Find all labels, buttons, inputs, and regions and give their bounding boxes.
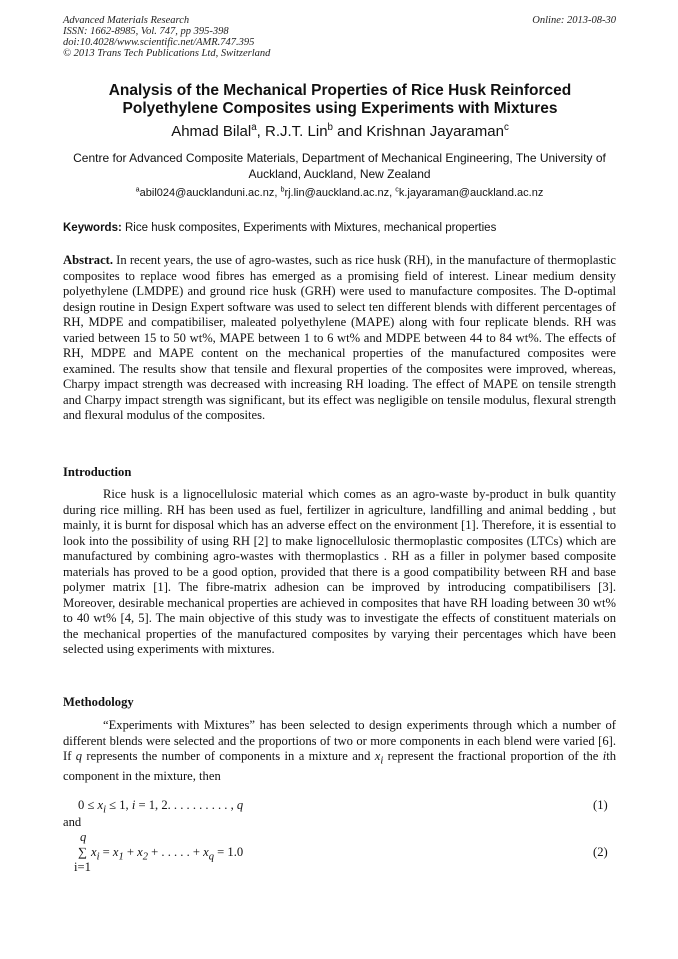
eq2-term2: x bbox=[137, 845, 143, 859]
author-name: Krishnan Jayaraman bbox=[366, 123, 504, 140]
issn-line: ISSN: 1662-8985, Vol. 747, pp 395-398 bbox=[63, 26, 229, 37]
and-word: and bbox=[63, 815, 82, 829]
journal-name: Advanced Materials Research bbox=[63, 15, 190, 26]
eq2-plus2: + . . . . . + bbox=[148, 845, 204, 859]
eq1-rest: ≤ 1, bbox=[106, 798, 132, 812]
equation-2 bbox=[91, 845, 243, 863]
var-i: i bbox=[602, 749, 607, 763]
keywords bbox=[63, 221, 616, 235]
online-date: Online: 2013-08-30 bbox=[532, 15, 616, 26]
doi-line: doi:10.4028/www.scientific.net/AMR.747.395 bbox=[63, 37, 255, 48]
abstract bbox=[63, 253, 616, 424]
eq2-rhs: = 1.0 bbox=[214, 845, 244, 859]
email-separator: , bbox=[274, 187, 281, 199]
title-line-2: Polyethylene Composites using Experiments with Mixtures bbox=[122, 100, 558, 117]
methodology-text-b: represents the number of components in a mixture and bbox=[82, 749, 375, 763]
equation-1-number: (1) bbox=[593, 798, 608, 812]
eq1-list: = 1, 2. . . . . . . . . . , bbox=[135, 798, 237, 812]
eq2-termq: x bbox=[203, 845, 209, 859]
abstract-text: In recent years, the use of agro-wastes, such as rice husk (RH), in the manufacture of thermoplastic composites to replace wood fibres has emerged as a promising field of interest. Linear medium density polyethylene (LMDPE) and ground rice husk (GRH) were used to manufacture composites. The D-optimal design routine in Design Expert software was used to select ten different blends with different percentages of RH, MDPE and compatibiliser, maleated polyethylene (MAPE) along with four replicate blends. RH was varied between 15 to 50 wt%, MAPE between 1 to 6 wt% and MDPE between 44 to 84 wt%. The effects of RH, MDPE and MAPE content on the mechanical properties of the manufactured composites were examined. The results show that tensile and flexural properties of the composites were improved, whereas, Charpy impact strength was decreased with increasing RH loading. The effect of MAPE on tensile strength and Charpy impact strength was significant, but its effect was negligible on tensile modulus, flexural strength and flexural modulus of the composites. bbox=[63, 253, 616, 422]
var-x: x bbox=[374, 749, 381, 763]
author-list bbox=[60, 123, 620, 141]
equation-2-number: (2) bbox=[593, 845, 608, 859]
abstract-label: Abstract. bbox=[63, 253, 114, 267]
eq2-lhs-sub: i bbox=[96, 851, 100, 863]
eq2-term1: x bbox=[112, 845, 119, 859]
author-affil-mark: b bbox=[327, 122, 333, 133]
keywords-text: Rice husk composites, Experiments with Mixtures, mechanical properties bbox=[121, 222, 497, 234]
eq1-var: x bbox=[97, 798, 104, 812]
eq2-termq-sub: q bbox=[208, 851, 214, 863]
eq1-var-i: i bbox=[131, 798, 136, 812]
eq1-sub: i bbox=[103, 804, 107, 816]
keywords-label: Keywords: bbox=[63, 222, 122, 234]
introduction-heading: Introduction bbox=[63, 465, 132, 479]
email-mark: b bbox=[280, 185, 285, 194]
email-address[interactable]: k.jayaraman@auckland.ac.nz bbox=[398, 187, 544, 199]
running-header bbox=[63, 15, 616, 59]
email-list bbox=[63, 186, 616, 200]
email-separator: , bbox=[389, 187, 396, 199]
eq1-end: q bbox=[236, 798, 244, 812]
eq1-lead: 0 ≤ bbox=[78, 798, 98, 812]
var-q: q bbox=[75, 749, 83, 763]
author-name: Ahmad Bilal bbox=[171, 123, 252, 140]
author-separator: and bbox=[332, 123, 367, 140]
methodology-text-d: th component in the mixture, then bbox=[63, 749, 616, 784]
methodology-text-a: “Experiments with Mixtures” has been selected to design experiments through which a number of different blends were selected and the proportions of two or more components in each blend were varied [6]. If bbox=[63, 718, 616, 763]
sum-lower-limit: i=1 bbox=[74, 860, 91, 874]
introduction-text: Rice husk is a lignocellulosic material which comes as an agro-waste by-product in bulk quantity during rice milling. RH has been used as fuel, fertilizer in agriculture, landfilling and animal bedding , but mainly, it is burnt for disposal which has an adverse effect on the environment [1]. Therefore, it is essential to look into the possibility of using RH [2] to make lignocellulosic thermoplastic composites (LTCs) which are manufactured by combining agro-wastes with thermoplastics . RH as a filler in polymer based composite materials has proved to be a good option, provided that there is a good compatibility between RH and base polymer matrix [1]. The fibre-matrix adhesion can be improved by introducing compatibilisers [3]. Moreover, desirable mechanical properties are achieved in composites that have RH loading between 30 wt% to 40 wt% [4, 5]. The main objective of this study was to investigate the effects of constituent materials on the mechanical properties of the manufactured composites by varying their percentages which have been selected using experiments with mixtures. bbox=[63, 487, 616, 656]
email-mark: c bbox=[395, 185, 399, 194]
methodology-text-c: represent the fractional proportion of the bbox=[383, 749, 603, 763]
email-address[interactable]: abil024@aucklanduni.ac.nz bbox=[139, 187, 275, 199]
email-address[interactable]: rj.lin@auckland.ac.nz bbox=[284, 187, 390, 199]
methodology-heading: Methodology bbox=[63, 695, 134, 709]
author-affil-mark: c bbox=[503, 122, 509, 133]
eq2-term2-sub: 2 bbox=[142, 851, 149, 863]
sum-upper-limit: q bbox=[80, 830, 87, 844]
title-line-1: Analysis of the Mechanical Properties of Rice Husk Reinforced bbox=[108, 82, 572, 99]
author-name: R.J.T. Lin bbox=[265, 123, 328, 140]
copyright-line: © 2013 Trans Tech Publications Ltd, Switzerland bbox=[63, 48, 271, 59]
sum-symbol: ∑ bbox=[78, 845, 87, 859]
equation-1 bbox=[78, 798, 243, 816]
eq2-plus1: + bbox=[123, 845, 138, 859]
var-x-sub: i bbox=[380, 755, 384, 767]
paper-title bbox=[60, 82, 620, 118]
author-separator: , bbox=[256, 123, 266, 140]
affiliation: Centre for Advanced Composite Materials, Department of Mechanical Engineering, The University of Auckland, Auckland, New Zealand bbox=[73, 151, 606, 181]
author-affil-mark: a bbox=[251, 122, 257, 133]
eq2-term1-sub: 1 bbox=[118, 851, 124, 863]
eq2-lhs-var: x bbox=[91, 845, 97, 859]
email-mark: a bbox=[135, 185, 140, 194]
eq2-equals: = bbox=[99, 845, 113, 859]
methodology-text bbox=[63, 718, 616, 785]
